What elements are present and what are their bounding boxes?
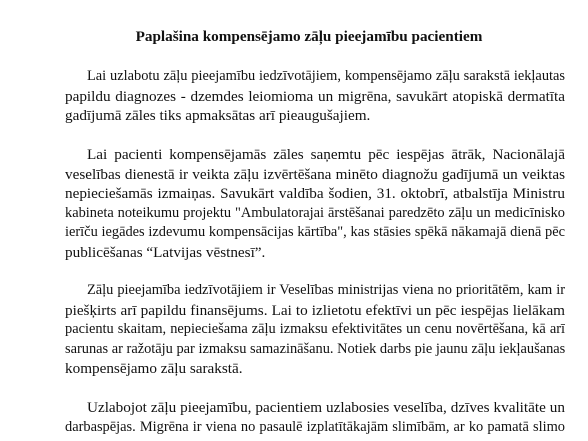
paragraph-line: ierīču iegādes izdevumu kompensācijas kārtība", kas stāsies spēkā nākamajā dienā pēc — [65, 224, 565, 240]
paragraph-line: kabineta noteikumu projektu "Ambulatorajai ārstēšanai paredzēto zāļu un medicīnisko — [65, 204, 565, 221]
paragraph-line: kompensējamo zāļu sarakstā. — [65, 360, 243, 377]
paragraph-line: Uzlabojot zāļu pieejamību, pacientiem uzlabosies veselība, dzīves kvalitāte un — [87, 399, 565, 416]
paragraph-line: pacientu skaitam, nepieciešama zāļu izmaksu efektivitātes un cenu novērtēšana, kā arī — [65, 321, 565, 337]
paragraph-1 — [65, 67, 565, 126]
paragraph-line: sarunas ar ražotāju par izmaksu samazināšanu. Notiek darbs pie jaunu zāļu iekļaušanas — [65, 340, 565, 357]
paragraph-line: piešķirts arī papildu finansējums. Lai to izlietotu efektīvi un pēc iespējas lielākam — [65, 301, 565, 319]
paragraph-4 — [65, 398, 565, 437]
paragraph-line: papildu diagnozes - dzemdes leiomioma un migrēna, savukārt atopiskā dermatīta — [65, 87, 565, 105]
paragraph-line: Lai pacienti kompensējamās zāles saņemtu pēc iespējas ātrāk, Nacionālajā — [87, 146, 565, 163]
paragraph-line: gadījumā zāles tiks apmaksātas arī pieaugušajiem. — [65, 107, 371, 124]
paragraph-2 — [65, 145, 565, 262]
paragraph-line: Lai uzlabotu zāļu pieejamību iedzīvotājiem, kompensējamo zāļu sarakstā iekļautas — [87, 68, 565, 84]
paragraph-3 — [65, 281, 565, 379]
paragraph-line: veselības dienestā ir veikta zāļu izvērtēšana minēto diagnožu gadījumā un veiktas — [65, 165, 565, 183]
paragraph-line: publicēšanas “Latvijas vēstnesī”. — [65, 243, 266, 261]
paragraph-line: Zāļu pieejamība iedzīvotājiem ir Veselības ministrijas viena no prioritātēm, kam ir — [87, 282, 565, 298]
paragraph-line: darbaspējas. Migrēna ir viena no pasaulē izplatītākajām slimībām, ar ko pamatā slimo — [65, 418, 565, 435]
document-title: Paplašina kompensējamo zāļu pieejamību pacientiem — [135, 28, 483, 45]
paragraph-line: nepieciešamās izmaiņas. Savukārt valdība šodien, 31. oktobrī, atbalstīja Ministru — [65, 185, 565, 202]
